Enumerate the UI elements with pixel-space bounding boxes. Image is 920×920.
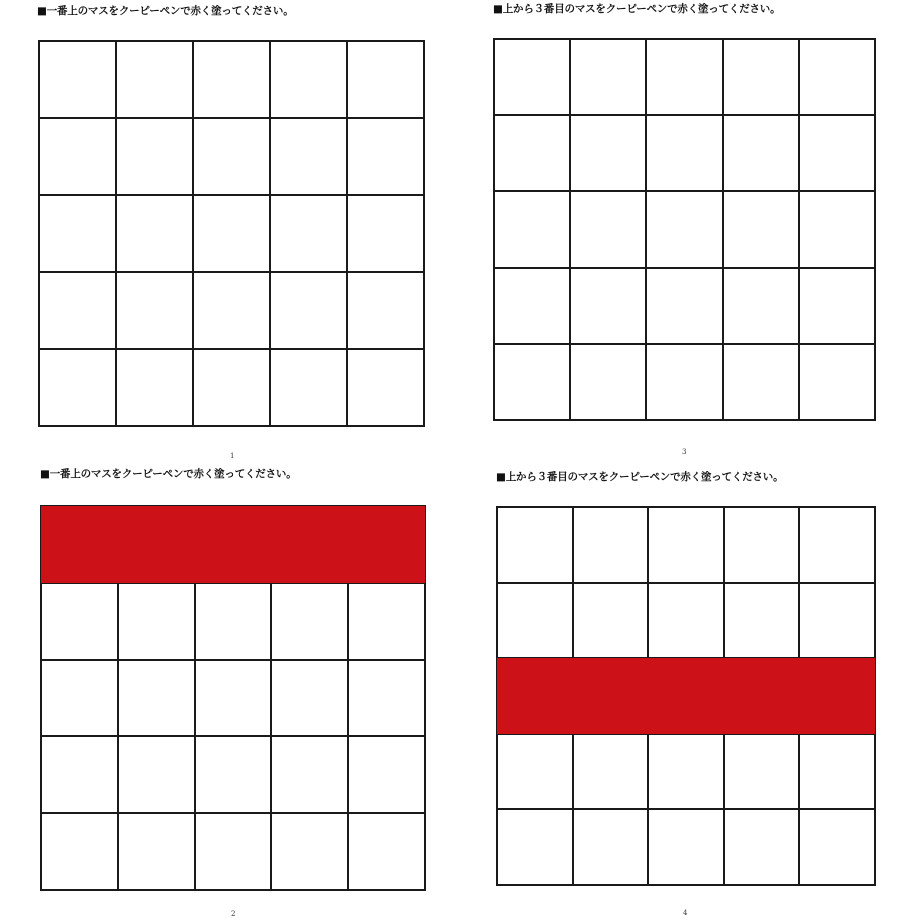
grid-cell <box>116 118 193 195</box>
grid-cell <box>347 272 424 349</box>
grid-cell <box>39 41 116 118</box>
grid-cell <box>195 660 272 737</box>
grid-cell <box>193 195 270 272</box>
grid-cell <box>118 736 195 813</box>
grid-cell-filled <box>573 658 649 734</box>
grid-cell <box>799 809 875 885</box>
grid-cell <box>724 583 800 659</box>
grid-cell <box>799 191 875 267</box>
grid-cell <box>270 349 347 426</box>
grid-cell <box>41 736 118 813</box>
grid-cell <box>271 813 348 890</box>
grid-cell <box>494 115 570 191</box>
page-number: 2 <box>231 910 236 918</box>
square-grid <box>40 505 426 891</box>
grid-cell <box>646 268 722 344</box>
grid-cell <box>193 118 270 195</box>
grid-cell <box>348 736 425 813</box>
grid-cell-filled <box>497 658 573 734</box>
grid-cell <box>271 660 348 737</box>
grid-cell <box>193 349 270 426</box>
grid-cell <box>39 118 116 195</box>
grid-cell <box>195 583 272 660</box>
grid-cell <box>193 41 270 118</box>
grid-cell <box>570 191 646 267</box>
grid-cell <box>116 272 193 349</box>
grid-cell <box>723 268 799 344</box>
grid-cell <box>271 583 348 660</box>
grid-cell <box>494 268 570 344</box>
grid-cell <box>799 344 875 420</box>
grid-cell <box>348 813 425 890</box>
grid-cell <box>116 349 193 426</box>
grid-cell-filled <box>41 506 118 583</box>
grid-cell <box>347 349 424 426</box>
grid-cell <box>799 734 875 810</box>
grid-cell <box>118 583 195 660</box>
grid-cell-filled <box>648 658 724 734</box>
grid-cell <box>348 583 425 660</box>
grid-cell <box>195 736 272 813</box>
grid-cell-filled <box>799 658 875 734</box>
grid-cell <box>573 809 649 885</box>
grid-cell <box>271 736 348 813</box>
grid-cell <box>570 39 646 115</box>
grid-cell <box>573 507 649 583</box>
instruction-text: ■一番上のマスをクーピーペンで赤く塗ってください。 <box>40 468 297 480</box>
grid-cell <box>118 660 195 737</box>
grid-cell-filled <box>118 506 195 583</box>
grid-cell <box>799 583 875 659</box>
grid-cell <box>799 507 875 583</box>
grid-cell-filled <box>348 506 425 583</box>
square-grid <box>38 40 425 427</box>
grid-cell <box>41 813 118 890</box>
grid-cell <box>497 583 573 659</box>
grid-cell <box>570 115 646 191</box>
grid-cell <box>347 41 424 118</box>
grid-cell <box>497 734 573 810</box>
grid-cell <box>724 809 800 885</box>
grid-cell <box>724 734 800 810</box>
grid-cell <box>570 268 646 344</box>
grid-cell <box>347 195 424 272</box>
instruction-text: ■上から３番目のマスをクーピーペンで赤く塗ってください。 <box>496 471 784 483</box>
grid-cell-filled <box>724 658 800 734</box>
grid-cell <box>570 344 646 420</box>
grid-cell <box>116 41 193 118</box>
grid-cell <box>116 195 193 272</box>
grid-cell <box>648 583 724 659</box>
grid-cell <box>723 115 799 191</box>
grid-cell <box>348 660 425 737</box>
grid-cell <box>799 268 875 344</box>
grid-cell <box>723 191 799 267</box>
grid-cell <box>646 344 722 420</box>
instruction-text: ■一番上のマスをクーピーペンで赤く塗ってください。 <box>37 5 294 17</box>
page-number: 1 <box>230 452 235 460</box>
grid-cell <box>270 272 347 349</box>
page-number: 4 <box>683 909 688 917</box>
grid-cell <box>799 39 875 115</box>
grid-cell <box>39 272 116 349</box>
grid-cell-filled <box>271 506 348 583</box>
grid-cell <box>497 507 573 583</box>
grid-cell <box>193 272 270 349</box>
grid-cell <box>118 813 195 890</box>
grid-cell <box>724 507 800 583</box>
grid-cell <box>347 118 424 195</box>
square-grid <box>493 38 876 421</box>
grid-cell <box>799 115 875 191</box>
grid-cell <box>646 39 722 115</box>
grid-cell <box>41 660 118 737</box>
page-number: 3 <box>682 448 687 456</box>
grid-cell <box>494 344 570 420</box>
grid-cell <box>39 349 116 426</box>
square-grid <box>496 506 876 886</box>
grid-cell <box>646 191 722 267</box>
grid-cell <box>648 809 724 885</box>
grid-cell <box>648 507 724 583</box>
grid-cell <box>573 583 649 659</box>
grid-cell <box>270 41 347 118</box>
grid-cell <box>573 734 649 810</box>
grid-cell <box>723 344 799 420</box>
instruction-text: ■上から３番目のマスをクーピーペンで赤く塗ってください。 <box>493 3 781 15</box>
grid-cell <box>497 809 573 885</box>
grid-cell <box>270 195 347 272</box>
grid-cell <box>41 583 118 660</box>
grid-cell <box>39 195 116 272</box>
grid-cell <box>723 39 799 115</box>
grid-cell <box>270 118 347 195</box>
grid-cell-filled <box>195 506 272 583</box>
grid-cell <box>648 734 724 810</box>
grid-cell <box>494 191 570 267</box>
grid-cell <box>646 115 722 191</box>
grid-cell <box>494 39 570 115</box>
grid-cell <box>195 813 272 890</box>
